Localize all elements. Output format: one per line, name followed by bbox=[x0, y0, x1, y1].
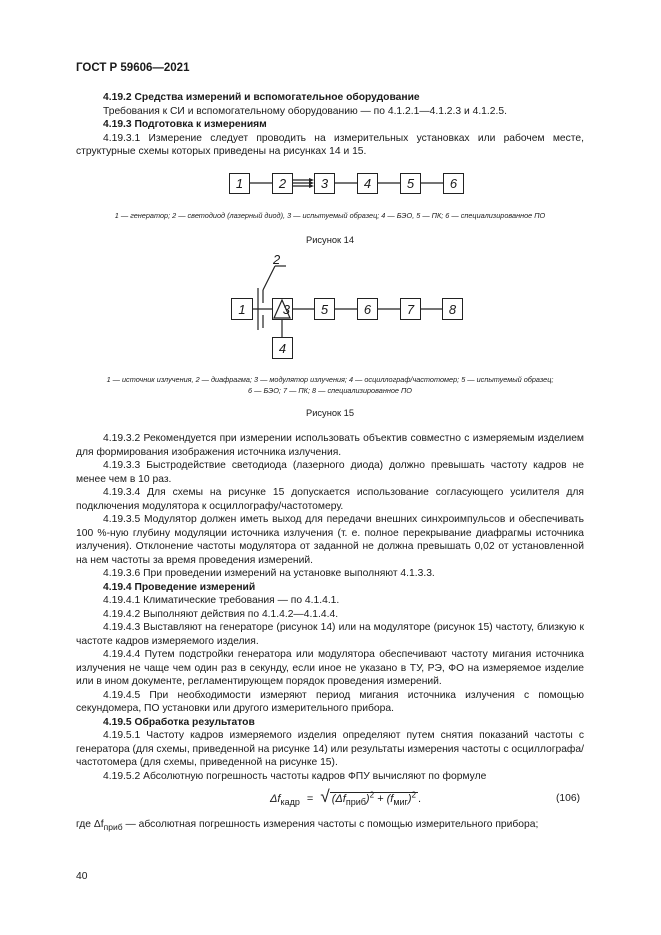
fig14-block-3: 3 bbox=[314, 173, 335, 194]
figure-15-legend bbox=[76, 374, 584, 396]
term2-sub: миг bbox=[393, 797, 408, 808]
term1-power: 2 bbox=[369, 790, 375, 800]
paragraph: 4.19.3.1 Измерение следует проводить на измерительных установках или рабочем месте, структурные схемы которых приведены на рисунках 14 и 15. bbox=[76, 132, 584, 157]
formula-equals: = bbox=[306, 793, 314, 805]
paragraph: Требования к СИ и вспомогательному оборудованию — по 4.1.2.1—4.1.2.3 и 4.1.2.5. bbox=[103, 105, 507, 117]
fig14-block-1: 1 bbox=[229, 173, 250, 194]
callout-leader bbox=[263, 266, 275, 290]
paragraph: 4.19.5.1 Частоту кадров измеряемого изделия определяют путем снятия показаний частоты с генератора (для схемы, приведенной на рисунке 14) или результаты измерения частоты с осциллографа/частотомера (для схемы, приведенной на рисунке 15). bbox=[76, 730, 584, 768]
section-heading: 4.19.3 Подготовка к измерениям bbox=[103, 119, 267, 130]
fig15-block-7: 7 bbox=[400, 298, 421, 320]
where-sub: приб bbox=[103, 822, 123, 833]
fig15-block-6: 6 bbox=[357, 298, 378, 320]
paragraph: 4.19.3.5 Модулятор должен иметь выход для передачи внешних синхроимпульсов и обеспечивать 100 %-ную глубину модуляции источника излучения (т. е. полное перекрывание диафрагмы источника излучения). Отклонение частоты модулятора от заданной не должна превышать 0,02 от установленной на нем частоты за время проведения измерений. bbox=[76, 514, 584, 566]
formula-period: . bbox=[417, 793, 421, 805]
where-text: — абсолютная погрешность измерения частоты с помощью измерительного прибора; bbox=[122, 819, 539, 830]
paragraph: 4.19.4.1 Климатические требования — по 4.1.4.1. bbox=[103, 595, 340, 606]
where-prefix: где Δf bbox=[76, 819, 104, 830]
formula-lhs-sub: кадр bbox=[280, 797, 300, 808]
figure-14-caption: Рисунок 14 bbox=[306, 235, 354, 245]
paragraph: 4.19.3.3 Быстродействие светодиода (лазерного диода) должно превышать частоту кадров не менее чем в 10 раз. bbox=[76, 460, 584, 485]
fig15-block-4: 4 bbox=[272, 337, 293, 359]
formula-radicand: $(\Delta f_{приб})^2 + (f_{миг})^2$ bbox=[331, 790, 416, 808]
paragraph: 4.19.4.4 Путем подстройки генератора или модулятора обеспечивают частоту мигания источника излучения не чаще чем один раз в секунду, если иное не указано в ТУ, РЭ, ФО на измеряемое изделие или в ином документе, регламентирующем порядок проведения измерений. bbox=[76, 649, 584, 687]
fig14-block-6: 6 bbox=[443, 173, 464, 194]
fig15-block-8: 8 bbox=[442, 298, 463, 320]
legend-line: 1 — источник излучения, 2 — диафрагма; 3 — модулятор излучения; 4 — осциллограф/частотомер; 5 — испытуемый образец; bbox=[106, 375, 554, 384]
section-heading: 4.19.5 Обработка результатов bbox=[103, 716, 255, 728]
fig15-block-1: 1 bbox=[231, 298, 253, 320]
section-heading: 4.19.2 Средства измерений и вспомогательное оборудование bbox=[103, 92, 420, 103]
paragraph: 4.19.4.3 Выставляют на генераторе (рисунок 14) или на модуляторе (рисунок 15) частоту, близкую к частоте кадров измеряемого изделия. bbox=[76, 622, 584, 647]
figure-15-caption: Рисунок 15 bbox=[306, 408, 354, 418]
paragraph: 4.19.5.2 Абсолютную погрешность частоты кадров ФПУ вычисляют по формуле bbox=[103, 770, 487, 782]
fig15-block-3: 3 bbox=[272, 298, 293, 320]
fig14-block-4: 4 bbox=[357, 173, 378, 194]
sqrt-symbol: √ bbox=[320, 787, 330, 806]
paragraph: 4.19.3.2 Рекомендуется при измерении использовать объектив совместно с измеряемым изделием для формирования изображения источника излучения. bbox=[76, 433, 584, 458]
body-text bbox=[76, 432, 584, 783]
formula-106 bbox=[270, 787, 421, 807]
fig15-callout-2: 2 bbox=[273, 252, 281, 267]
document-header: ГОСТ Р 59606—2021 bbox=[76, 62, 190, 74]
paragraph: 4.19.4.2 Выполняют действия по 4.1.4.2—4.1.4.4. bbox=[103, 608, 339, 620]
term1-sub: приб bbox=[345, 797, 366, 808]
page-number: 40 bbox=[76, 871, 88, 882]
fig14-block-5: 5 bbox=[400, 173, 421, 194]
section-heading: 4.19.4 Проведение измерений bbox=[103, 581, 256, 593]
fig14-block-2: 2 bbox=[272, 173, 293, 194]
formula-explanation bbox=[76, 818, 584, 835]
formula-number: (106) bbox=[556, 793, 581, 804]
figure-14-legend: 1 — генератор; 2 — светодиод (лазерный диод), 3 — испытуемый образец; 4 — БЭО, 5 — ПК; 6 — специализированное ПО bbox=[114, 211, 546, 220]
paragraph: 4.19.3.4 Для схемы на рисунке 15 допускается использование согласующего усилителя для подключения модулятора к осциллографу/частотомеру. bbox=[76, 487, 584, 512]
fig15-block-5: 5 bbox=[314, 298, 335, 320]
legend-line: 6 — БЭО; 7 — ПК; 8 — специализированное ПО bbox=[248, 386, 412, 395]
paragraph: 4.19.4.5 При необходимости измеряют период мигания источника излучения с помощью секундомера, ПО установки или другого измерительного прибора. bbox=[76, 689, 584, 714]
term2-power: 2 bbox=[411, 790, 416, 800]
formula-lhs: Δf bbox=[270, 793, 281, 805]
paragraph: 4.19.3.6 При проведении измерений на установке выполняют 4.1.3.3. bbox=[103, 568, 435, 579]
